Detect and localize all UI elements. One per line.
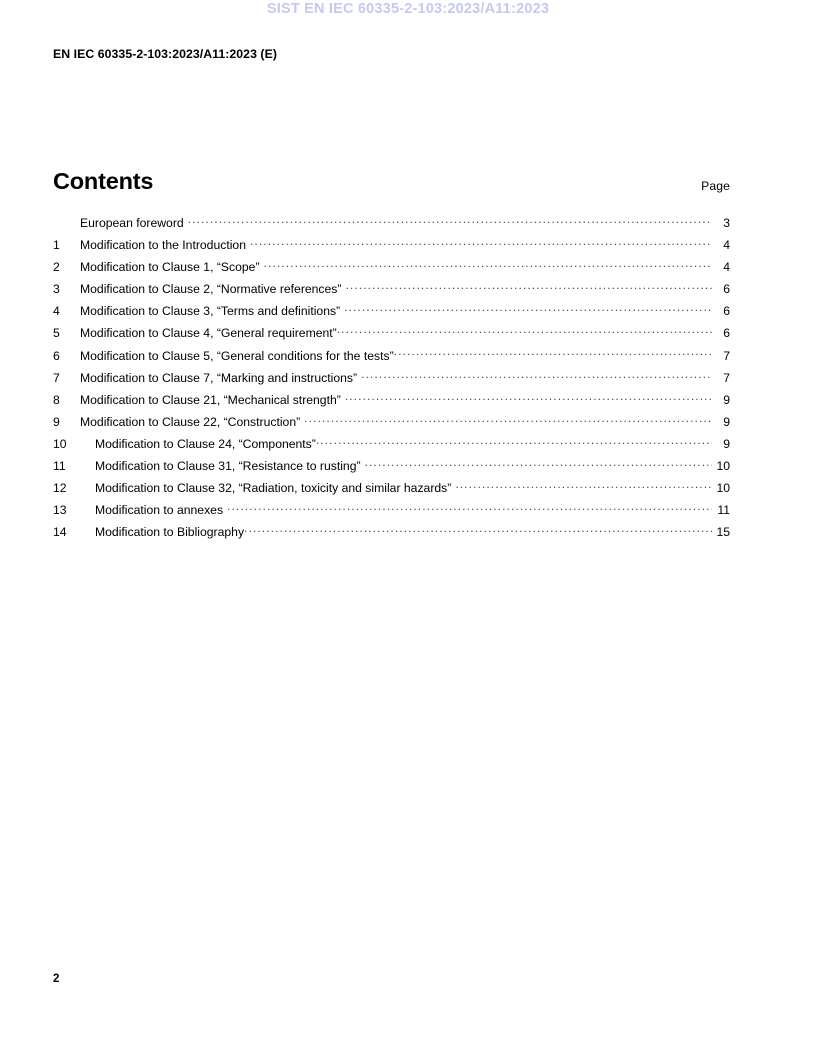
toc-entry[interactable] [53,300,730,322]
toc-entry-number: 6 [53,348,60,363]
toc-dot-leader [227,500,712,514]
toc-entry-page: 6 [723,326,730,341]
toc-entry-page: 7 [723,370,730,385]
toc-entry[interactable] [53,367,730,389]
toc-entry-page: 7 [723,348,730,363]
footer-page-number: 2 [53,973,60,985]
table-of-contents [53,212,730,543]
toc-dot-leader [344,301,712,315]
toc-entry-title: Modification to Clause 24, “Components” [95,436,316,451]
toc-entry-page: 15 [716,525,730,540]
toc-entry-title: Modification to annexes [95,503,224,518]
toc-entry-title: Modification to Clause 7, “Marking and instructions” [80,370,358,385]
toc-entry-page: 9 [723,392,730,407]
toc-entry-page: 9 [723,414,730,429]
toc-entry-page: 6 [723,282,730,297]
toc-entry[interactable] [53,521,730,543]
toc-entry-number: 12 [53,481,67,496]
toc-dot-leader [345,279,712,293]
document-reference-header: EN IEC 60335-2-103:2023/A11:2023 (E) [53,47,277,61]
toc-entry-title: Modification to Clause 3, “Terms and definitions” [80,304,341,319]
toc-entry-title: Modification to Clause 5, “General conditions for the tests” [80,348,394,363]
toc-entry[interactable] [53,256,730,278]
toc-entry-number: 8 [53,392,60,407]
toc-entry-number: 5 [53,326,60,341]
toc-entry-title: Modification to the Introduction [80,238,246,253]
toc-dot-leader [244,522,712,536]
toc-dot-leader [316,434,712,448]
toc-dot-leader [188,213,712,227]
toc-entry-title: Modification to Clause 2, “Normative references” [80,282,342,297]
toc-dot-leader [250,235,712,249]
toc-entry-number: 14 [53,525,67,540]
toc-entry[interactable] [53,477,730,499]
toc-entry-page: 4 [723,238,730,253]
page-title: Contents [53,168,154,194]
toc-entry-title: European foreword [80,216,184,230]
toc-entry[interactable] [53,389,730,411]
toc-entry-number: 9 [53,414,60,429]
toc-dot-leader [394,346,712,360]
toc-entry-page: 4 [723,260,730,275]
toc-entry[interactable] [53,212,730,234]
toc-entry-number: 2 [53,260,60,275]
toc-entry[interactable] [53,411,730,433]
toc-dot-leader [455,478,712,492]
toc-entry-page: 6 [723,304,730,319]
toc-entry[interactable] [53,322,730,344]
toc-dot-leader [337,323,712,337]
contents-heading-row [53,168,730,200]
toc-entry[interactable] [53,345,730,367]
toc-entry-number: 7 [53,370,60,385]
toc-entry-number: 1 [53,238,60,253]
toc-entry-title: Modification to Bibliography [95,525,245,540]
toc-dot-leader [264,257,712,271]
toc-entry-title: Modification to Clause 21, “Mechanical strength” [80,392,341,407]
toc-entry[interactable] [53,433,730,455]
toc-entry-page: 9 [723,436,730,451]
toc-dot-leader [304,412,712,426]
toc-entry-number: 10 [53,436,67,451]
toc-entry-title: Modification to Clause 1, “Scope” [80,260,260,275]
toc-entry-number: 3 [53,282,60,297]
toc-entry-page: 3 [723,216,730,230]
toc-dot-leader [365,456,712,470]
toc-entry-number: 13 [53,503,67,518]
toc-entry-title: Modification to Clause 4, “General requirement” [80,326,337,341]
toc-dot-leader [361,368,712,382]
toc-entry-page: 10 [716,481,730,496]
toc-entry-title: Modification to Clause 32, “Radiation, toxicity and similar hazards” [95,481,452,496]
toc-entry[interactable] [53,234,730,256]
toc-entry-page: 11 [717,503,730,518]
toc-dot-leader [345,390,712,404]
toc-entry-page: 10 [716,459,730,474]
toc-entry-number: 4 [53,304,60,319]
security-watermark: SIST EN IEC 60335-2-103:2023/A11:2023 [266,1,550,17]
toc-entry-title: Modification to Clause 31, “Resistance to rusting” [95,459,361,474]
page-column-label: Page [701,179,730,193]
toc-entry[interactable] [53,455,730,477]
toc-entry[interactable] [53,278,730,300]
toc-entry-title: Modification to Clause 22, “Construction” [80,414,301,429]
toc-entry-number: 11 [53,459,66,474]
toc-entry[interactable] [53,499,730,521]
